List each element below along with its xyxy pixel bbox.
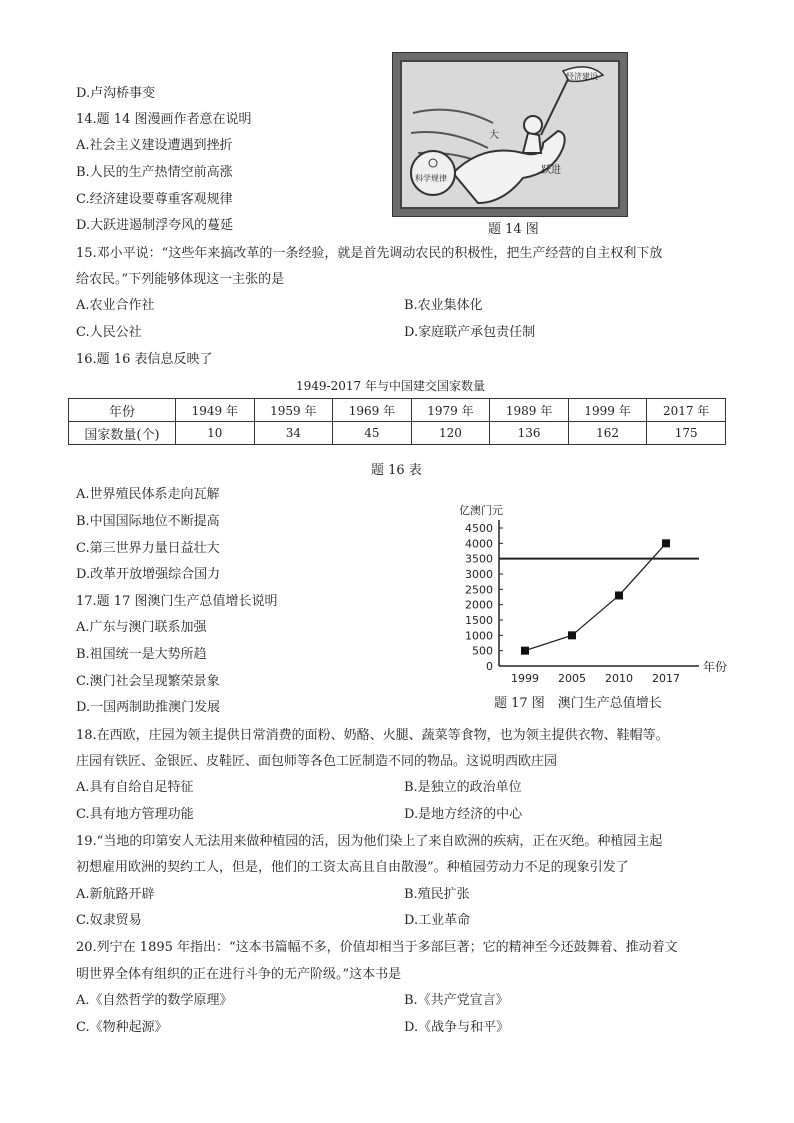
q15-stem-line1: 15.邓小平说：“这些年来搞改革的一条经验，就是首先调动农民的积极性，把生产经营的自主权利下放 [76, 246, 663, 261]
q16-diplomacy-table [68, 398, 726, 445]
table-cell-year: 1999 年 [568, 399, 647, 422]
table-cell-count: 120 [411, 422, 490, 445]
data-point [568, 631, 576, 639]
q19-option-a: A.新航路开辟 [76, 887, 155, 902]
y-tick-label: 1500 [465, 614, 493, 627]
y-tick-label: 4000 [465, 537, 493, 551]
table-cell-year: 1989 年 [490, 399, 569, 422]
table-cell-count: 175 [647, 422, 726, 445]
table-cell-year: 1959 年 [254, 399, 333, 422]
q19-stem-line1: 19.“当地的印第安人无法用来做种植园的活，因为他们染上了来自欧洲的疾病，正在灭绝。种植园主起 [76, 834, 663, 849]
table-cell-count: 136 [490, 422, 569, 445]
cartoon-illustration [393, 53, 627, 216]
data-point [615, 591, 623, 599]
q20-option-a: A.《自然哲学的数学原理》 [76, 993, 233, 1008]
table-cell-year: 1969 年 [333, 399, 412, 422]
q19-option-c: C.奴隶贸易 [76, 913, 142, 928]
q16-option-a: A.世界殖民体系走向瓦解 [76, 487, 220, 502]
table-row-counts [69, 422, 726, 445]
table-cell-count: 45 [333, 422, 412, 445]
y-axis-label: 亿澳门元 [459, 504, 503, 517]
table-cell-count: 162 [568, 422, 647, 445]
q19-option-d: D.工业革命 [404, 913, 471, 928]
q16-stem: 16.题 16 表信息反映了 [76, 352, 213, 367]
q13-option-d: D.卢沟桥事变 [76, 86, 156, 101]
y-tick-label: 2000 [465, 598, 493, 612]
q14-option-b: B.人民的生产热情空前高涨 [76, 165, 233, 180]
y-tick-label: 3500 [465, 552, 493, 566]
q16-option-b: B.中国国际地位不断提高 [76, 514, 220, 529]
x-tick-label: 2005 [558, 672, 586, 685]
q18-option-b: B.是独立的政治单位 [404, 780, 522, 795]
q18-option-c: C.具有地方管理功能 [76, 807, 194, 822]
y-tick-label: 500 [472, 644, 493, 658]
table-row-years [69, 399, 726, 422]
table-cell-year: 1949 年 [176, 399, 255, 422]
data-point [662, 539, 670, 547]
q20-stem-line2: 明世界全体有组织的正在进行斗争的无产阶级。”这本书是 [76, 967, 402, 982]
y-tick-label: 0 [486, 660, 493, 673]
q20-option-d: D.《战争与和平》 [404, 1020, 510, 1035]
cartoon-flag-label: 经济建设 [566, 72, 598, 81]
q18-stem-line2: 庄园有铁匠、金银匠、皮鞋匠、面包师等各色工匠制造不同的物品。这说明西欧庄园 [76, 754, 558, 769]
q15-option-c: C.人民公社 [76, 325, 142, 340]
q14-option-c: C.经济建设要尊重客观规律 [76, 192, 233, 207]
q18-option-d: D.是地方经济的中心 [404, 807, 523, 822]
q16-caption: 题 16 表 [371, 463, 422, 478]
q15-option-d: D.家庭联产承包责任制 [404, 325, 536, 340]
q18-stem-line1: 18.在西欧，庄园为领主提供日常消费的面粉、奶酪、火腿、蔬菜等食物，也为领主提供衣物、鞋帽等。 [76, 728, 669, 743]
q17-option-b: B.祖国统一是大势所趋 [76, 647, 207, 662]
q20-stem-line1: 20.列宁在 1895 年指出：“这本书篇幅不多，价值却相当于多部巨著；它的精神至今还鼓舞着、推动着文 [76, 940, 678, 955]
q20-option-b: B.《共产党宣言》 [404, 993, 509, 1008]
cartoon-horse-label: 跃进 [541, 165, 561, 176]
q17-caption: 题 17 图 澳门生产总值增长 [494, 696, 662, 711]
q15-stem-line2: 给农民。”下列能够体现这一主张的是 [76, 272, 285, 287]
table-cell-count: 10 [176, 422, 255, 445]
q17-option-a: A.广东与澳门联系加强 [76, 620, 207, 635]
y-tick-label: 3000 [465, 568, 493, 581]
q14-cartoon-image [392, 52, 628, 217]
q16-option-d: D.改革开放增强综合国力 [76, 567, 221, 582]
q19-stem-line2: 初想雇用欧洲的契约工人，但是，他们的工资太高且自由散漫”。种植园劳动力不足的现象引发了 [76, 860, 629, 875]
q14-option-a: A.社会主义建设遭遇到挫折 [76, 138, 233, 153]
x-tick-label: 2010 [605, 672, 633, 685]
x-tick-label: 2017 [652, 672, 680, 685]
table-cell-year: 1979 年 [411, 399, 490, 422]
table-header-count: 国家数量(个) [69, 422, 176, 445]
q19-option-b: B.殖民扩张 [404, 887, 470, 902]
q15-option-b: B.农业集体化 [404, 298, 483, 313]
q20-option-c: C.《物种起源》 [76, 1020, 168, 1035]
q14-caption: 题 14 图 [488, 222, 539, 237]
x-tick-label: 1999 [511, 672, 539, 685]
cartoon-horse-big-label: 大 [489, 130, 499, 141]
data-point [521, 647, 529, 655]
q16-table-title: 1949-2017 年与中国建交国家数量 [296, 379, 485, 393]
y-tick-label: 1000 [465, 629, 493, 643]
y-tick-label: 4500 [465, 522, 493, 535]
q14-stem: 14.题 14 图漫画作者意在说明 [76, 112, 252, 127]
table-cell-year: 2017 年 [647, 399, 726, 422]
y-tick-label: 2500 [465, 583, 493, 597]
q18-option-a: A.具有自给自足特征 [76, 780, 194, 795]
q17-macau-gdp-chart [455, 500, 727, 686]
q17-option-d: D.一国两制助推澳门发展 [76, 700, 221, 715]
q17-option-c: C.澳门社会呈现繁荣景象 [76, 674, 220, 689]
q17-stem: 17.题 17 图澳门生产总值增长说明 [76, 594, 278, 609]
q14-option-d: D.大跃进遏制浮夸风的蔓延 [76, 218, 234, 233]
q15-option-a: A.农业合作社 [76, 298, 155, 313]
table-cell-count: 34 [254, 422, 333, 445]
table-header-year: 年份 [69, 399, 176, 422]
q16-option-c: C.第三世界力量日益壮大 [76, 541, 220, 556]
cartoon-ball-label: 科学规律 [415, 174, 447, 183]
x-axis-label: 年份 [703, 660, 727, 674]
